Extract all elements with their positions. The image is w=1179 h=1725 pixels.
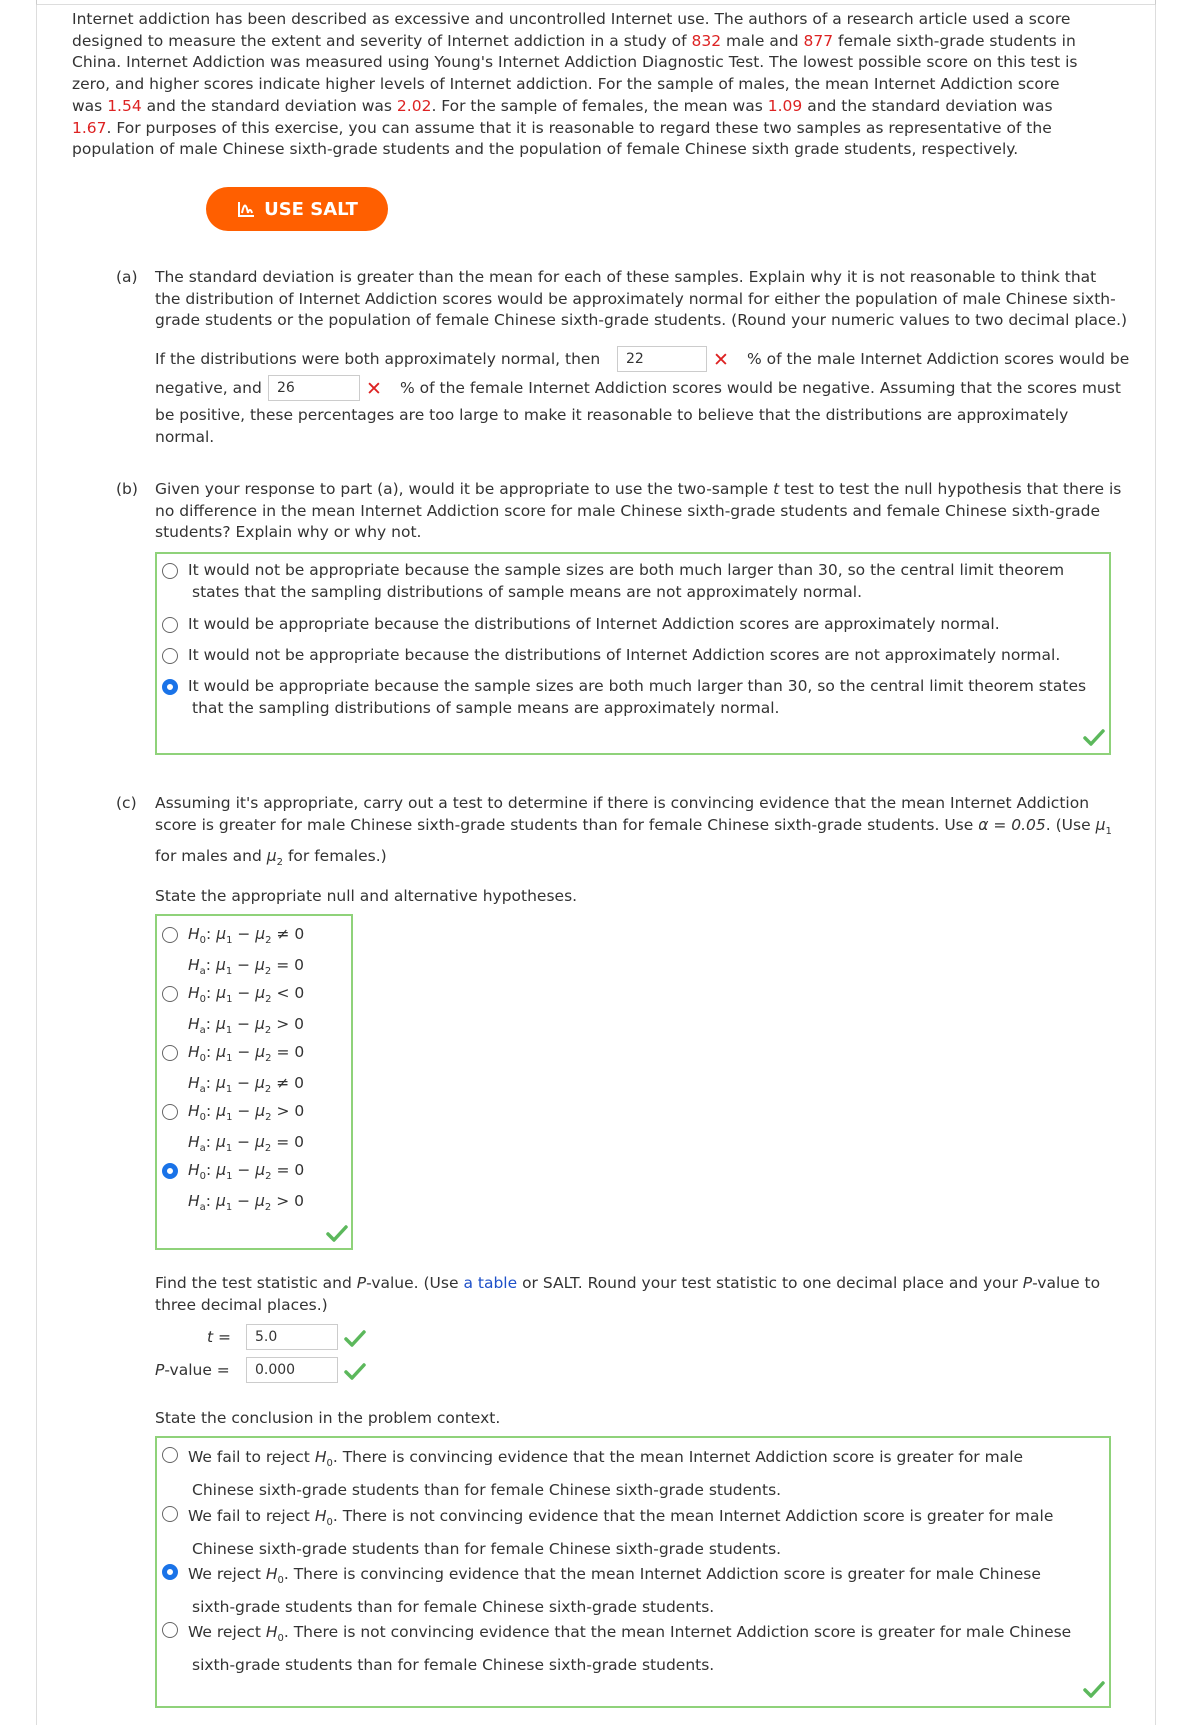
part-a-sentence: % of the female Internet Addiction scores would be negative. Assuming that the scores must [400,379,1121,397]
intro-line: population of male Chinese sixth-grade students and the population of female Chinese sixth grade students, respectively. [72,140,1019,159]
intro-line: China. Internet Addiction was measured using Young's Internet Addiction Diagnostic Test. The lowest possible score on this test is [72,53,1078,72]
part-b-option-2[interactable]: It would not be appropriate because the distributions of Internet Addiction scores are not approximately normal. [188,646,1061,664]
hypothesis-option-1[interactable]: $H_0$: $\mu_1 - \mu_2 < 0$ $H_a$: $\mu_1 - \mu_2 > 0$ [188,984,305,1037]
conclusion-radio-0[interactable] [162,1447,178,1463]
intro-line: 1.67. For purposes of this exercise, you can assume that it is reasonable to regard these two samples as representative of the [72,118,1052,137]
part-a-sentence: % of the male Internet Addiction scores would be [747,350,1130,368]
conclusion-radio-2[interactable] [162,1564,178,1580]
correct-check-icon [344,1329,366,1347]
intro-line: was 1.54 and the standard deviation was 2.02. For the sample of females, the mean was 1.09 and the standard deviation was [72,96,1053,115]
conclusion-radio-3[interactable] [162,1622,178,1638]
p-value-input[interactable]: 0.000 [246,1357,338,1383]
conclusion-option-2[interactable]: We reject $H_0$. There is convincing evidence that the mean Internet Addiction score is greater for male Chinese sixth-grade students than for female Chinese sixth-grade students. [188,1565,1041,1617]
part-b-question: Given your response to part (a), would it be appropriate to use the two-sample t test to test the null hypothesis that there is no difference in the mean Internet Addiction score for male Chinese sixth-grade students and female Chinese sixth-grade students? Explain why or why not. [155,480,1122,542]
correct-check-icon [1083,728,1105,746]
hypotheses-prompt: State the appropriate null and alternative hypotheses. [155,887,578,905]
part-b-option-radio-1[interactable] [162,617,178,633]
female-percent-input[interactable]: 26 [268,375,360,401]
conclusion-option-1[interactable]: We fail to reject $H_0$. There is not convincing evidence that the mean Internet Addiction score is greater for male Chinese sixth-grade students than for female Chinese sixth-grade students. [188,1507,1054,1559]
part-b-option-0[interactable]: It would not be appropriate because the sample sizes are both much larger than 30, so the central limit theorem states that the sampling distributions of sample means are not approximately normal. [188,561,1065,601]
male-sd: 2.02 [396,96,432,115]
incorrect-icon: ✕ [713,349,729,371]
part-a-question: The standard deviation is greater than the mean for each of these samples. Explain why it is not reasonable to think that the distribution of Internet Addiction scores would be approximately normal for either the population of male Chinese sixth- grade students or the population of female Chinese sixth-grade students. (Round your numeric values to two decimal place.) [155,268,1128,330]
conclusion-prompt: State the conclusion in the problem context. [155,1409,501,1427]
part-a-sentence: be positive, these percentages are too large to make it reasonable to believe that the distributions are approximately [155,406,1069,424]
hypothesis-radio-3[interactable] [162,1104,178,1120]
hypothesis-radio-0[interactable] [162,927,178,943]
part-b-option-radio-3[interactable] [162,679,178,695]
male-percent-input[interactable]: 22 [617,346,707,372]
intro-line: Internet addiction has been described as excessive and uncontrolled Internet use. The authors of a research article used a score [72,10,1071,28]
part-c-label: (c) [116,794,137,812]
conclusion-radio-1[interactable] [162,1506,178,1522]
hypothesis-option-4[interactable]: $H_0$: $\mu_1 - \mu_2 = 0$ $H_a$: $\mu_1 - \mu_2 > 0$ [188,1161,305,1214]
use-salt-label: USE SALT [264,198,358,220]
female-sample-size: 877 [803,31,834,50]
intro-line: zero, and higher scores indicate higher levels of Internet addiction. For the sample of males, the mean Internet Addiction score [72,75,1060,94]
part-b-option-radio-2[interactable] [162,648,178,664]
t-statistic-input[interactable]: 5.0 [246,1324,338,1350]
use-salt-button[interactable] [206,187,388,231]
hypothesis-radio-2[interactable] [162,1045,178,1061]
incorrect-icon: ✕ [366,378,382,400]
find-statistic-prompt: Find the test statistic and P-value. (Use a table or SALT. Round your test statistic to one decimal place and your P-value to three decimal places.) [155,1274,1101,1314]
part-a-label: (a) [116,268,138,286]
hypothesis-option-2[interactable]: $H_0$: $\mu_1 - \mu_2 = 0$ $H_a$: $\mu_1 - \mu_2 \ne 0$ [188,1043,305,1096]
conclusion-option-0[interactable]: We fail to reject $H_0$. There is convincing evidence that the mean Internet Addiction score is greater for male Chinese sixth-grade students than for female Chinese sixth-grade students. [188,1448,1024,1500]
male-sample-size: 832 [691,31,722,50]
hypothesis-radio-4[interactable] [162,1163,178,1179]
conclusion-option-3[interactable]: We reject $H_0$. There is not convincing evidence that the mean Internet Addiction score is greater for male Chinese sixth-grade students than for female Chinese sixth-grade students. [188,1623,1072,1675]
intro-line: designed to measure the extent and severity of Internet addiction in a study of 832 male and 877 female sixth-grade students in [72,31,1076,50]
female-mean: 1.09 [767,96,803,115]
part-a-sentence: If the distributions were both approximately normal, then [155,350,601,368]
salt-chart-icon [236,199,256,219]
problem-intro [72,9,1152,161]
part-c-question: Assuming it's appropriate, carry out a test to determine if there is convincing evidence that the mean Internet Addiction score is greater for male Chinese sixth-grade students than for female Chinese sixth-grade students. Use α = 0.05. (Use $\mu_1$ for males and $\mu_2$ for females.) [155,794,1112,868]
part-a-sentence: negative, and [155,379,262,397]
p-value-label: P-value = [155,1361,230,1379]
male-mean: 1.54 [107,96,142,115]
hypothesis-radio-1[interactable] [162,986,178,1002]
part-b-label: (b) [116,480,138,498]
part-b-option-radio-0[interactable] [162,563,178,579]
hypothesis-option-0[interactable]: $H_0$: $\mu_1 - \mu_2 \ne 0$ $H_a$: $\mu_1 - \mu_2 = 0$ [188,925,305,978]
correct-check-icon [1083,1680,1105,1698]
part-a-sentence: normal. [155,428,215,446]
table-link[interactable]: a table [463,1274,518,1292]
correct-check-icon [326,1224,348,1242]
hypothesis-option-3[interactable]: $H_0$: $\mu_1 - \mu_2 > 0$ $H_a$: $\mu_1 - \mu_2 = 0$ [188,1102,305,1155]
correct-check-icon [344,1362,366,1380]
t-statistic-label: t = [207,1328,231,1346]
part-b-option-3[interactable]: It would be appropriate because the sample sizes are both much larger than 30, so the central limit theorem states that the sampling distributions of sample means are approximately normal. [188,677,1087,717]
part-b-option-1[interactable]: It would be appropriate because the distributions of Internet Addiction scores are approximately normal. [188,615,1000,633]
female-sd: 1.67 [72,118,107,137]
